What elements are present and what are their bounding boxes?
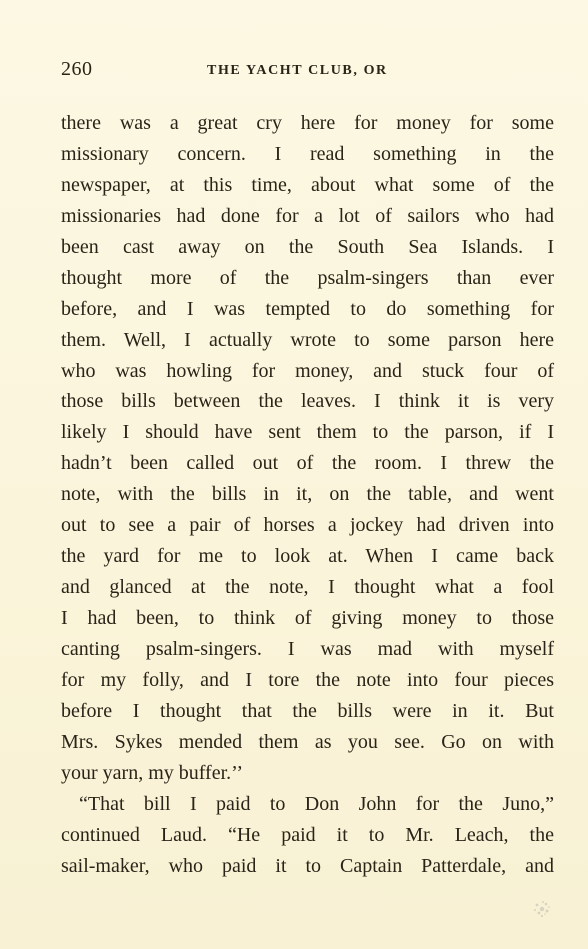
text-line: Mrs. Sykes mended them as you see. Go on with [61, 730, 554, 753]
text-line: sail-maker, who paid it to Captain Patterdale, and [61, 854, 554, 877]
text-line: note, with the bills in it, on the table, and went [61, 483, 554, 506]
text-line: for my folly, and I tore the note into four pieces [61, 668, 554, 691]
text-line: before, and I was tempted to do something for [61, 297, 554, 320]
body-text [61, 108, 554, 881]
text-line: missionaries had done for a lot of sailors who had [61, 204, 554, 227]
text-line: canting psalm-singers. I was mad with myself [61, 637, 554, 660]
text-line: thought more of the psalm-singers than ever [61, 266, 554, 289]
text-line: newspaper, at this time, about what some of the [61, 173, 554, 196]
text-line: continued Laud. “He paid it to Mr. Leach, the [61, 823, 554, 846]
running-head: THE YACHT CLUB, OR [207, 63, 388, 78]
text-line: “That bill I paid to Don John for the Juno,” [79, 792, 554, 815]
text-line: your yarn, my buffer.’’ [61, 761, 243, 784]
text-line: missionary concern. I read something in the [61, 142, 554, 165]
text-line: hadn’t been called out of the room. I threw the [61, 452, 554, 475]
library-stamp-icon [531, 898, 553, 920]
text-line: the yard for me to look at. When I came back [61, 545, 554, 568]
page-header [61, 58, 561, 86]
text-line: out to see a pair of horses a jockey had driven into [61, 514, 554, 537]
text-line: been cast away on the South Sea Islands. I [61, 235, 554, 258]
text-line: and glanced at the note, I thought what a fool [61, 576, 554, 599]
text-line: those bills between the leaves. I think it is very [61, 390, 554, 413]
text-line: I had been, to think of giving money to those [61, 607, 554, 629]
text-line: them. Well, I actually wrote to some parson here [61, 328, 554, 351]
text-line: likely I should have sent them to the parson, if I [61, 421, 554, 444]
text-line: who was howling for money, and stuck four of [61, 359, 554, 382]
page-number: 260 [61, 58, 93, 80]
text-line: there was a great cry here for money for some [61, 112, 554, 134]
text-line: before I thought that the bills were in it. But [61, 699, 554, 722]
